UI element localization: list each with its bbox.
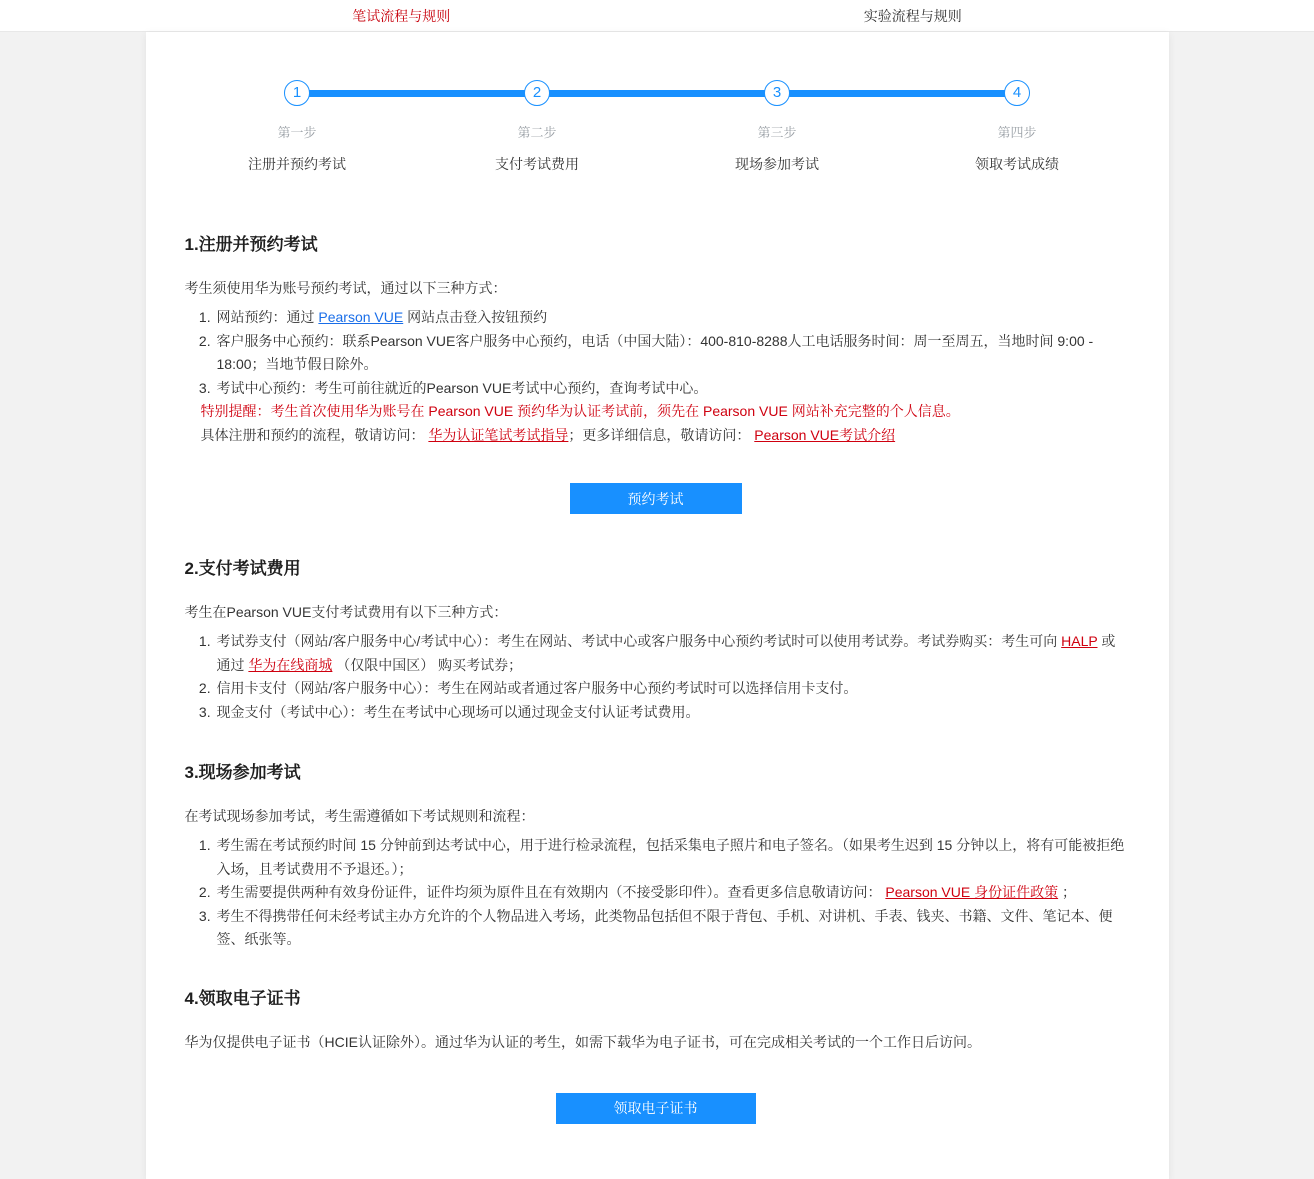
list-item: 2. 考生需要提供两种有效身份证件，证件均须为原件且在有效期内（不接受影印件）。查看更多信息敬请访问： Pearson VUE 身份证件政策 ； [215, 881, 1127, 905]
list-item: 1. 网站预约：通过 Pearson VUE 网站点击登入按钮预约 [215, 306, 1127, 330]
step-1-title: 注册并预约考试 [248, 156, 346, 172]
get-certificate-button[interactable]: 领取电子证书 [556, 1093, 756, 1124]
step-4-title: 领取考试成绩 [975, 156, 1059, 172]
book-exam-button-row [185, 483, 1127, 514]
section-4-heading: 4.领取电子证书 [184, 988, 301, 1008]
tab-written-exam-rules[interactable]: 笔试流程与规则 [352, 8, 451, 24]
top-tab-bar-inner [146, 0, 1169, 31]
list-item: 3. 考生不得携带任何未经考试主办方允许的个人物品进入考场，此类物品包括但不限于背包、手机、对讲机、手表、钱夹、书籍、文件、笔记本、便签、纸张等。 [215, 905, 1127, 952]
tab-lab-exam-rules[interactable]: 实验流程与规则 [863, 8, 962, 24]
step-1 [177, 80, 417, 174]
section-4-intro: 华为仅提供电子证书（HCIE认证除外）。通过华为认证的考生，如需下载华为电子证书，可在完成相关考试的一个工作日后访问。 [184, 1033, 981, 1050]
huawei-online-store-link[interactable]: 华为在线商城 [248, 656, 333, 673]
book-exam-button[interactable]: 预约考试 [570, 483, 742, 514]
special-reminder-line [201, 400, 1127, 424]
step-1-circle: 1 [284, 80, 310, 106]
step-4-sublabel: 第四步 [997, 125, 1037, 140]
list-item: 3. 考试中心预约：考生可前往就近的Pearson VUE考试中心预约，查询考试中心。 [215, 377, 1127, 401]
pearson-vue-link[interactable]: Pearson VUE [318, 309, 404, 325]
list-item: 3. 现金支付（考试中心）：考生在考试中心现场可以通过现金支付认证考试费用。 [215, 701, 1127, 725]
exam-process-stepper [177, 32, 1137, 174]
get-certificate-button-row [185, 1093, 1127, 1124]
exam-rules-list [185, 834, 1127, 952]
step-3-circle: 3 [764, 80, 790, 106]
registration-links-line: 具体注册和预约的流程，敬请访问： 华为认证笔试考试指导；更多详细信息，敬请访问： Pearson VUE考试介绍 [200, 426, 896, 443]
section-1-intro: 考生须使用华为账号预约考试，通过以下三种方式： [184, 280, 507, 296]
section-1-heading: 1.注册并预约考试 [184, 235, 318, 254]
section-3-heading: 3.现场参加考试 [184, 763, 301, 782]
halp-link[interactable]: HALP [1061, 633, 1098, 649]
step-4 [897, 80, 1137, 174]
section-attend-exam [185, 758, 1127, 952]
payment-methods-list [185, 630, 1127, 724]
content-card [146, 32, 1169, 1179]
step-3 [657, 80, 897, 174]
step-2-title: 支付考试费用 [495, 156, 579, 172]
special-reminder-text: 特别提醒：考生首次使用华为账号在 Pearson VUE 预约华为认证考试前，须先在 Pearson VUE 网站补充完整的个人信息。 [200, 403, 960, 419]
step-3-title: 现场参加考试 [735, 156, 819, 172]
list-item: 1. 考生需在考试预约时间 15 分钟前到达考试中心，用于进行检录流程，包括采集电子照片和电子签名。（如果考生迟到 15 分钟以上，将有可能被拒绝入场，且考试费用不予退还。）； [215, 834, 1127, 881]
list-item: 1. 考试券支付（网站/客户服务中心/考试中心）：考生在网站、考试中心或客户服务中心预约考试时可以使用考试券。考试券购买：考生可向 HALP 或通过 华为在线商城 （仅限中国区） 购买考试券； [215, 630, 1127, 677]
section-2-intro: 考生在Pearson VUE支付考试费用有以下三种方式： [184, 604, 508, 620]
step-2-circle: 2 [524, 80, 550, 106]
step-1-sublabel: 第一步 [277, 125, 317, 140]
top-tab-bar [0, 0, 1314, 32]
step-3-sublabel: 第三步 [757, 125, 797, 140]
step-2-sublabel: 第二步 [517, 125, 557, 140]
section-register-and-book [185, 230, 1127, 514]
step-4-circle: 4 [1004, 80, 1030, 106]
section-pay-exam-fee [185, 554, 1127, 724]
list-item: 2. 客户服务中心预约：联系Pearson VUE客户服务中心预约，电话（中国大陆）：400-810-8288人工电话服务时间：周一至周五，当地时间 9:00 - 18:00；当地节假日除外。 [215, 330, 1127, 377]
step-2 [417, 80, 657, 174]
written-exam-guide-link[interactable]: 华为认证笔试考试指导 [428, 426, 569, 443]
pearson-vue-id-policy-link[interactable]: Pearson VUE 身份证件政策 [885, 884, 1059, 900]
pearson-vue-intro-link[interactable]: Pearson VUE考试介绍 [754, 426, 896, 443]
main-content [146, 230, 1169, 1124]
list-item: 2. 信用卡支付（网站/客户服务中心）：考生在网站或者通过客户服务中心预约考试时可以选择信用卡支付。 [215, 677, 1127, 701]
section-3-intro: 在考试现场参加考试，考生需遵循如下考试规则和流程： [184, 808, 535, 824]
section-2-heading: 2.支付考试费用 [184, 559, 301, 578]
booking-methods-list [185, 306, 1127, 400]
